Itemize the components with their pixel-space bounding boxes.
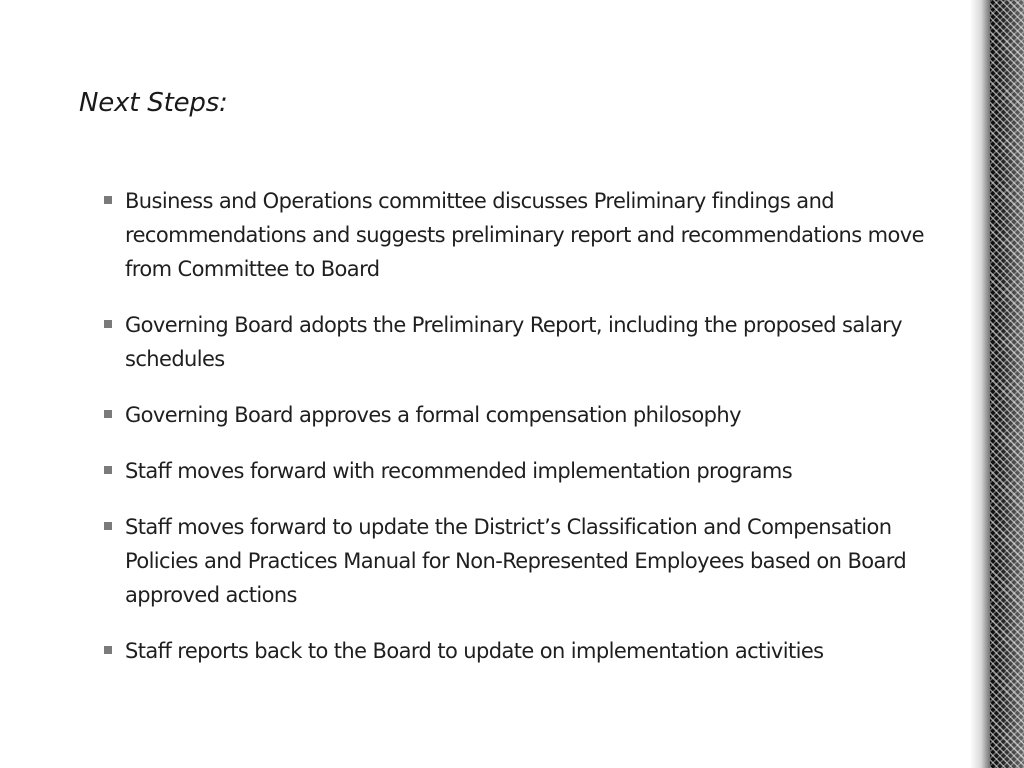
bullet-text: Business and Operations committee discusses Preliminary findings and recommendations and suggests preliminary report and recommendations move from Committee to Board	[125, 189, 924, 281]
bullet-list	[104, 184, 954, 690]
square-bullet-icon	[104, 522, 112, 530]
square-bullet-icon	[104, 410, 112, 418]
panel-shadow	[970, 0, 990, 768]
square-bullet-icon	[104, 646, 112, 654]
square-bullet-icon	[104, 196, 112, 204]
bullet-text: Staff reports back to the Board to update on implementation activities	[125, 639, 824, 663]
bullet-item-committee-discussion	[104, 184, 954, 286]
bullet-item-implementation-programs	[104, 454, 954, 488]
square-bullet-icon	[104, 320, 112, 328]
bullet-text: Governing Board approves a formal compensation philosophy	[125, 403, 741, 427]
bullet-text: Staff moves forward with recommended implementation programs	[125, 459, 793, 483]
square-bullet-icon	[104, 466, 112, 474]
bullet-item-update-manual	[104, 510, 954, 612]
bullet-item-staff-reports-back	[104, 634, 954, 668]
bullet-item-board-adopts-report	[104, 308, 954, 376]
bullet-text: Governing Board adopts the Preliminary Report, including the proposed salary schedules	[125, 313, 902, 371]
slide-title: Next Steps:	[79, 88, 228, 118]
bullet-text: Staff moves forward to update the District’s Classification and Compensation Policies and Practices Manual for Non-Represented Employees based on Board approved actions	[125, 515, 907, 607]
decorative-right-border	[990, 0, 1024, 768]
bullet-item-board-approves-philosophy	[104, 398, 954, 432]
